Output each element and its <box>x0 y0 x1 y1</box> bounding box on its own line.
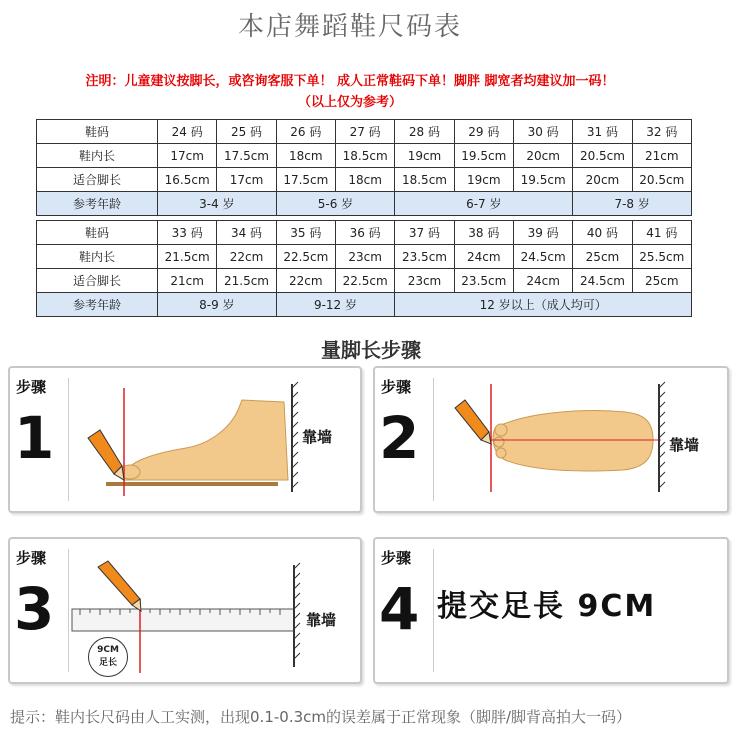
size-cell: 32 码 <box>632 120 691 144</box>
step-card-2 <box>373 366 729 513</box>
page-title: 本店舞蹈鞋尺码表 <box>237 12 462 42</box>
wall-label: 靠墙 <box>306 611 337 629</box>
size-cell: 26 码 <box>276 120 335 144</box>
size-row <box>37 221 692 245</box>
size-table-2 <box>36 220 692 317</box>
wall-label: 靠墙 <box>302 428 333 446</box>
step-number: 4 <box>379 575 420 643</box>
size-cell: 28 码 <box>395 120 454 144</box>
circle-caption: 足长 <box>98 658 117 668</box>
row-label: 参考年龄 <box>37 192 158 216</box>
foot-cell: 21cm <box>158 269 217 293</box>
step-label: 步骤 <box>16 378 47 396</box>
divider <box>433 549 434 672</box>
inner-cell: 18.5cm <box>335 144 394 168</box>
step-card-4 <box>373 537 729 684</box>
size-cell: 39 码 <box>513 221 572 245</box>
row-label: 适合脚长 <box>37 168 158 192</box>
inner-cell: 19cm <box>395 144 454 168</box>
inner-cell: 22cm <box>217 245 276 269</box>
circle-value: 9CM <box>97 645 119 655</box>
note-line-2: （以上仅为参考） <box>297 95 402 110</box>
age-row <box>37 293 692 317</box>
foot-cell: 18.5cm <box>395 168 454 192</box>
size-cell: 30 码 <box>513 120 572 144</box>
inner-cell: 17.5cm <box>217 144 276 168</box>
size-cell: 35 码 <box>276 221 335 245</box>
foot-cell: 19cm <box>454 168 513 192</box>
inner-cell: 20cm <box>513 144 572 168</box>
foot-cell: 17.5cm <box>276 168 335 192</box>
size-cell: 37 码 <box>395 221 454 245</box>
foot-cell: 23.5cm <box>454 269 513 293</box>
size-cell: 29 码 <box>454 120 513 144</box>
size-cell: 31 码 <box>573 120 632 144</box>
size-cell: 34 码 <box>217 221 276 245</box>
pencil-icon <box>455 400 491 444</box>
foot-length-row <box>37 269 692 293</box>
size-cell: 38 码 <box>454 221 513 245</box>
inner-cell: 21cm <box>632 144 691 168</box>
note-line-1: 注明：儿童建议按脚长，或咨询客服下单！ 成人正常鞋码下单！脚胖 脚宽者均建议加一码！ <box>85 74 615 89</box>
foot-cell: 24cm <box>513 269 572 293</box>
size-cell: 24 码 <box>158 120 217 144</box>
pencil-icon <box>88 430 124 480</box>
age-cell: 12 岁以上（成人均可） <box>395 293 692 317</box>
age-row <box>37 192 692 216</box>
size-cell: 41 码 <box>632 221 691 245</box>
foot-cell: 21.5cm <box>217 269 276 293</box>
inner-cell: 25cm <box>573 245 632 269</box>
row-label: 参考年龄 <box>37 293 158 317</box>
foot-cell: 16.5cm <box>158 168 217 192</box>
inner-cell: 23.5cm <box>395 245 454 269</box>
row-label: 鞋码 <box>37 120 158 144</box>
inner-cell: 19.5cm <box>454 144 513 168</box>
inner-cell: 23cm <box>335 245 394 269</box>
inner-cell: 18cm <box>276 144 335 168</box>
submit-text: 提交足長 9CM <box>437 589 657 624</box>
foot-cell: 20.5cm <box>632 168 691 192</box>
inner-cell: 20.5cm <box>573 144 632 168</box>
inner-length-row <box>37 144 692 168</box>
inner-length-row <box>37 245 692 269</box>
size-cell: 40 码 <box>573 221 632 245</box>
age-cell: 7-8 岁 <box>573 192 692 216</box>
foot-cell: 23cm <box>395 269 454 293</box>
size-cell: 33 码 <box>158 221 217 245</box>
row-label: 适合脚长 <box>37 269 158 293</box>
foot-length-row <box>37 168 692 192</box>
foot-cell: 19.5cm <box>513 168 572 192</box>
footer-tip: 提示：鞋内长尺码由人工实测，出现0.1-0.3cm的误差属于正常现象（脚胖/脚背高拍大一码） <box>10 708 632 726</box>
foot-cell: 24.5cm <box>573 269 632 293</box>
size-cell: 27 码 <box>335 120 394 144</box>
step-label: 步骤 <box>381 378 412 396</box>
age-cell: 9-12 岁 <box>276 293 395 317</box>
age-cell: 5-6 岁 <box>276 192 395 216</box>
inner-cell: 21.5cm <box>158 245 217 269</box>
step-number: 2 <box>379 404 420 472</box>
age-cell: 6-7 岁 <box>395 192 573 216</box>
size-cell: 36 码 <box>335 221 394 245</box>
inner-cell: 24cm <box>454 245 513 269</box>
size-row <box>37 120 692 144</box>
inner-cell: 22.5cm <box>276 245 335 269</box>
foot-cell: 25cm <box>632 269 691 293</box>
pencil-icon <box>98 561 141 611</box>
wall-label: 靠墙 <box>669 436 700 454</box>
row-label: 鞋码 <box>37 221 158 245</box>
foot-cell: 22.5cm <box>335 269 394 293</box>
step-card-3 <box>8 537 362 684</box>
step-card-1 <box>8 366 362 513</box>
step-label: 步骤 <box>381 549 412 567</box>
inner-cell: 25.5cm <box>632 245 691 269</box>
foot-cell: 18cm <box>335 168 394 192</box>
inner-cell: 17cm <box>158 144 217 168</box>
size-cell: 25 码 <box>217 120 276 144</box>
step-number: 3 <box>14 575 55 643</box>
row-label: 鞋内长 <box>37 144 158 168</box>
age-cell: 3-4 岁 <box>158 192 277 216</box>
foot-cell: 20cm <box>573 168 632 192</box>
age-cell: 8-9 岁 <box>158 293 277 317</box>
row-label: 鞋内长 <box>37 245 158 269</box>
measure-circle <box>88 637 128 677</box>
inner-cell: 24.5cm <box>513 245 572 269</box>
step-label: 步骤 <box>16 549 47 567</box>
foot-cell: 22cm <box>276 269 335 293</box>
size-table-1 <box>36 119 692 216</box>
step-number: 1 <box>14 404 55 472</box>
steps-title: 量脚长步骤 <box>321 338 421 362</box>
foot-cell: 17cm <box>217 168 276 192</box>
